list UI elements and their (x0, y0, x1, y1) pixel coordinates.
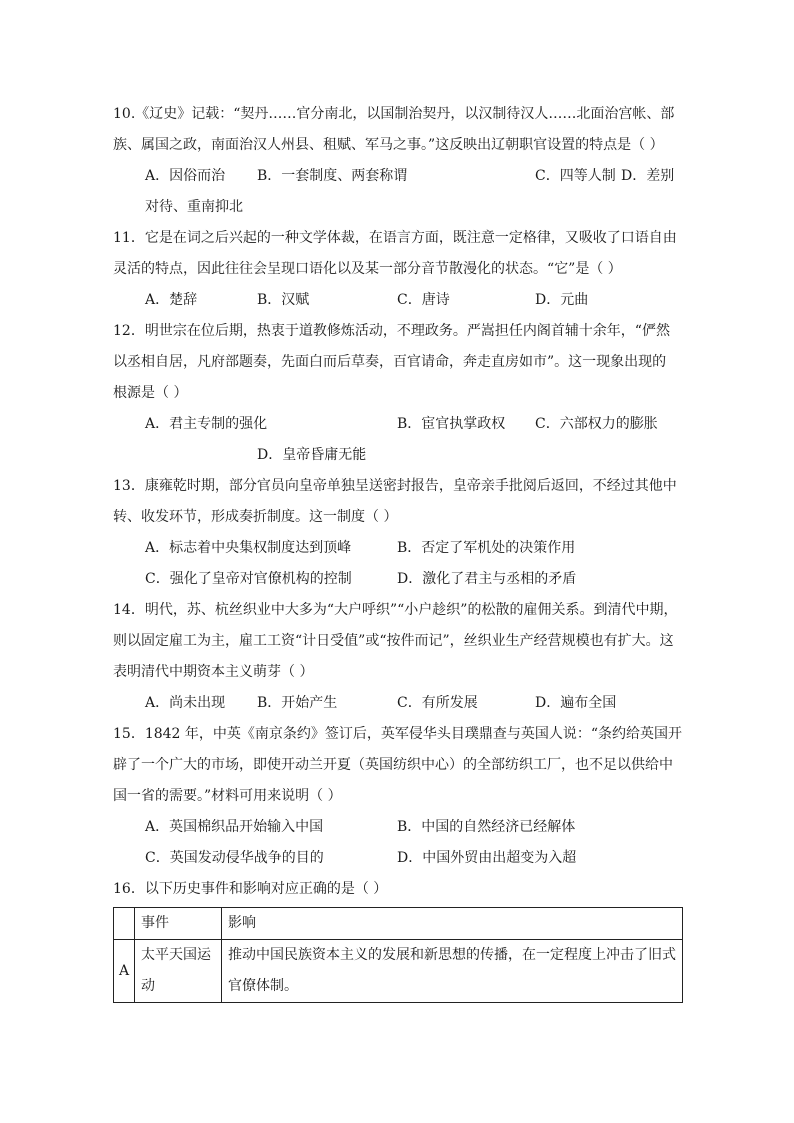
q10-stem-line-1: 10.《辽史》记载：“契丹……官分南北，以国制治契丹，以汉制待汉人……北面治宫帐、部 (113, 106, 675, 122)
q13-option-b: B．否定了军机处的决策作用 (397, 540, 576, 556)
q12-stem-line-1: 12．明世宗在位后期，热衷于道教修炼活动，不理政务。严嵩担任内阁首辅十余年，“俨然 (113, 323, 670, 339)
q10-option-d-continued: 对待、重南抑北 (145, 199, 243, 215)
q15-option-c: C．英国发动侵华战争的目的 (145, 850, 324, 866)
q12-stem-line-2: 以丞相自居，凡府部题奏，先面白而后草奏，百官请命，奔走直房如市”。这一现象出现的 (113, 354, 667, 370)
table-row-event-line-1: 太平天国运 (141, 947, 211, 963)
q15-stem-line-1: 15．1842 年，中英《南京条约》签订后，英军侵华头目璞鼎查与英国人说：“条约给英国开 (113, 726, 683, 742)
q15-stem-line-3: 国一省的需要。”材料可用来说明（ ） (113, 788, 342, 804)
table-header-event: 事件 (135, 908, 222, 940)
table-row-impact-line-2: 官僚体制。 (228, 978, 298, 994)
table-row (114, 940, 683, 1003)
q12-option-a: A．君主专制的强化 (145, 416, 268, 432)
q13-option-a: A．标志着中央集权制度达到顶峰 (145, 540, 352, 556)
q13-stem-line-2: 转、收发环节，形成奏折制度。这一制度（ ） (113, 509, 398, 525)
q15-option-d: D．中国外贸由出超变为入超 (397, 850, 577, 866)
q12-option-b: B．宦官执掌政权 (397, 416, 506, 432)
table-header-label-cell (114, 908, 135, 940)
q11-option-c: C．唐诗 (397, 292, 450, 308)
q16-event-impact-table (113, 907, 683, 1003)
q14-stem-line-1: 14．明代，苏、杭丝织业中大多为“大户呼织”“小户趁织”的松散的雇佣关系。到清代中期， (113, 602, 678, 618)
q16-stem-line-1: 16．以下历史事件和影响对应正确的是（ ） (113, 881, 388, 897)
q12-stem-line-3: 根源是（ ） (113, 385, 188, 401)
q14-option-d: D．遍布全国 (535, 695, 617, 711)
table-row-label: A (114, 940, 135, 1003)
q12-option-d: D．皇帝昏庸无能 (257, 447, 367, 463)
q11-option-d: D．元曲 (535, 292, 589, 308)
q13-option-c: C．强化了皇帝对官僚机构的控制 (145, 571, 352, 587)
table-row-impact (222, 940, 683, 1003)
q14-option-a: A．尚未出现 (145, 695, 226, 711)
q15-option-b: B．中国的自然经济已经解体 (397, 819, 576, 835)
q15-stem-line-2: 辟了一个广大的市场，即使开动兰开夏（英国纺织中心）的全部纺织工厂，也不足以供给中 (113, 757, 673, 773)
table-header-row (114, 908, 683, 940)
q10-option-a: A．因俗而治 (145, 168, 226, 184)
q11-stem-line-2: 灵活的特点，因此往往会呈现口语化以及某一部分音节散漫化的状态。“它”是（ ） (113, 261, 622, 277)
q11-option-b: B．汉赋 (257, 292, 310, 308)
q10-stem-line-2: 族、属国之政，南面治汉人州县、租赋、军马之事。”这反映出辽朝职官设置的特点是（ ） (113, 137, 664, 153)
q14-stem-line-3: 表明清代中期资本主义萌芽（ ） (113, 664, 314, 680)
q11-option-a: A．楚辞 (145, 292, 198, 308)
q13-option-d: D．激化了君主与丞相的矛盾 (397, 571, 577, 587)
q10-option-d: D．差别 (621, 168, 675, 184)
q10-option-c: C．四等人制 (535, 168, 616, 184)
table-row-event (135, 940, 222, 1003)
table-row-impact-line-1: 推动中国民族资本主义的发展和新思想的传播，在一定程度上冲击了旧式 (228, 947, 676, 963)
q14-option-b: B．开始产生 (257, 695, 338, 711)
q12-option-c: C．六部权力的膨胀 (535, 416, 658, 432)
q11-stem-line-1: 11．它是在词之后兴起的一种文学体裁，在语言方面，既注意一定格律，又吸收了口语自由 (113, 230, 677, 246)
q15-option-a: A．英国棉织品开始输入中国 (145, 819, 324, 835)
q14-option-c: C．有所发展 (397, 695, 478, 711)
q14-stem-line-2: 则以固定雇工为主，雇工工资“计日受值”或“按件而记”，丝织业生产经营规模也有扩大。这 (113, 633, 674, 649)
table-row-event-line-2: 动 (141, 978, 155, 994)
table-header-impact: 影响 (222, 908, 683, 940)
q13-stem-line-1: 13．康雍乾时期，部分官员向皇帝单独呈送密封报告，皇帝亲手批阅后返回，不经过其他中 (113, 478, 677, 494)
q10-option-b: B．一套制度、两套称谓 (257, 168, 408, 184)
